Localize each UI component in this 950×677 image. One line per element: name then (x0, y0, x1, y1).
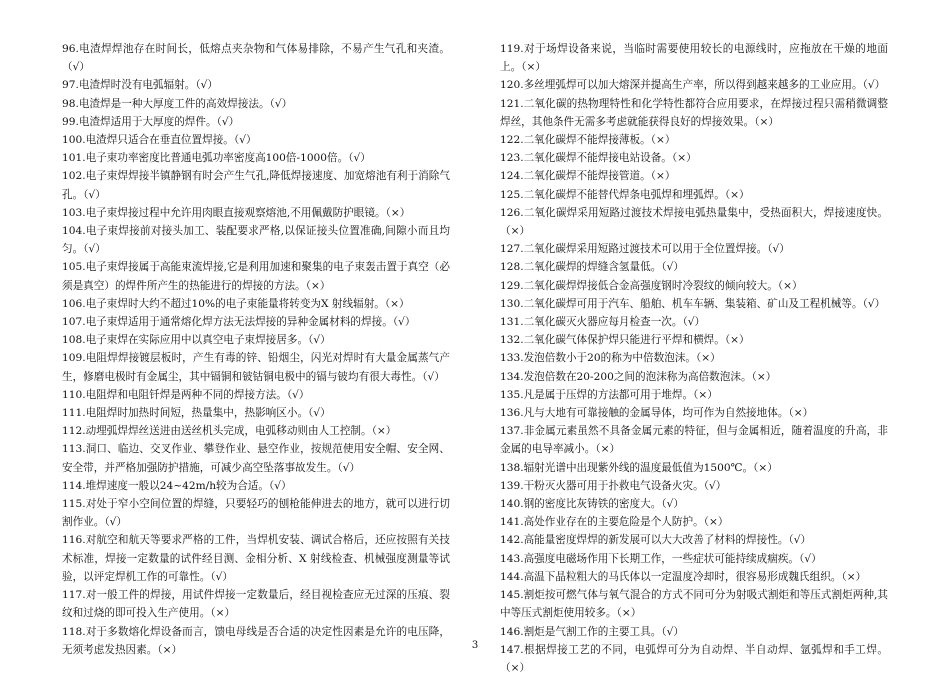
list-item: 105.电子束焊接属于高能束流焊接,它是利用加速和聚集的电子束轰击置于真空（必须是真空）的焊件所产生的热能进行的焊接的方法。（×） (62, 261, 450, 292)
list-item: 127.二氧化碳焊采用短路过渡技术可以用于全位置焊接。（√） (500, 243, 790, 256)
left-column (62, 40, 450, 659)
list-item: 114.堆焊速度一般以24~42m/h较为合适。（√） (62, 479, 292, 492)
list-item: 139.干粉灭火器可用于扑救电气设备火灾。（√） (500, 479, 727, 492)
list-item: 111.电阻焊时加热时间短，热量集中，热影响区小。（√） (62, 407, 331, 420)
list-item: 118.对于多数熔化焊设备而言，馈电母线是否合适的决定性因素是允许的电压降，无须考虑发热因素。（×） (62, 625, 450, 656)
list-item: 147.根据焊接工艺的不同，电弧焊可分为自动焊、半自动焊、氩弧焊和手工焊。（×） (500, 643, 888, 674)
list-item: 132.二氧化碳气体保护焊只能进行平焊和横焊。（×） (500, 334, 750, 347)
list-item: 115.对处于窄小空间位置的焊缝，只要轻巧的刨枪能伸进去的地方，就可以进行切割作业。（√） (62, 498, 450, 529)
list-item: 97.电渣焊时没有电弧辐射。（√） (62, 79, 219, 92)
list-item: 122.二氧化碳焊不能焊接薄板。（×） (500, 134, 676, 147)
list-item: 130.二氧化碳焊可用于汽车、船舶、机车车辆、集装箱、矿山及工程机械等。（√） (500, 297, 886, 310)
list-item: 135.凡是属于压焊的方法都可用于堆焊。（×） (500, 388, 718, 401)
list-item: 128.二氧化碳焊的焊缝含氢量低。（√） (500, 261, 684, 274)
list-item: 144.高温下晶粒粗大的马氏体以一定温度冷却时，很容易形成魏氏组织。（×） (500, 570, 867, 583)
list-item: 106.电子束焊时大约不超过10%的电子束能量将转变为X 射线辐射。（×） (62, 297, 410, 310)
list-item: 142.高能量密度焊焊的新发展可以大大改善了材料的焊接性。（√） (500, 534, 812, 547)
list-item: 104.电子束焊接前对接头加工、装配要求严格,以保证接头位置准确,间隙小而且均匀。（√） (62, 225, 450, 256)
list-item: 102.电子束焊焊接半镇静钢有时会产生气孔,降低焊接速度、加宽熔池有利于消除气孔。（√） (62, 170, 450, 201)
list-item: 145.割炬按可燃气体与氧气混合的方式不同可分为射吸式割炬和等压式割炬两种,其中等压式割炬使用较多。（×） (500, 589, 888, 620)
list-item: 108.电子束焊在实际应用中以真空电子束焊接居多。（√） (62, 334, 331, 347)
list-item: 117.对一般工件的焊接，用试件焊接一定数量后，经目视检查应无过深的压痕、裂纹和过烧的即可投入生产使用。（×） (62, 589, 450, 620)
list-item: 101.电子束功率密度比普通电弧功率密度高100倍-1000倍。（√） (62, 152, 371, 165)
list-item: 140.钢的密度比灰铸铁的密度大。（√） (500, 498, 684, 511)
list-item: 133.发泡倍数小于20的称为中倍数泡沫。（×） (500, 352, 721, 365)
right-column (500, 40, 888, 677)
list-item: 100.电渣焊只适合在垂直位置焊接。（√） (62, 134, 257, 147)
list-item: 143.高强度电磁场作用下长期工作，一些症状可能持续成痼疾。（√） (500, 552, 822, 565)
list-item: 112.动埋弧焊焊丝送进由送丝机头完成，电弧移动则由人工控制。（×） (62, 425, 397, 438)
list-item: 99.电渣焊适用于大厚度的焊件。（√） (62, 115, 240, 128)
list-item: 119.对于场焊设备来说，当临时需要使用较长的电源线时，应拖放在干燥的地面上。（×） (500, 43, 888, 74)
page-number: 3 (471, 640, 479, 651)
list-item: 116.对航空和航天等要求严格的工件，当焊机安装、调试合格后，还应按照有关技术标准，焊接一定数量的试件经目测、金相分析、X 射线检查、机械强度测量等试验，以评定焊机工作的可靠性。（√） (62, 534, 450, 583)
list-item: 109.电阻焊焊接镀层板时，产生有毒的锌、铅烟尘，闪光对焊时有大量金属蒸气产生，修磨电极时有金属尘，其中镉铜和铍钴铜电极中的镉与铍均有很大毒性。（√） (62, 352, 450, 383)
list-item: 125.二氧化碳焊不能替代焊条电弧焊和埋弧焊。（×） (500, 188, 750, 201)
list-item: 123.二氧化碳焊不能焊接电站设备。（×） (500, 152, 697, 165)
list-item: 141.高处作业存在的主要危险是个人防护。（×） (500, 516, 729, 529)
list-item: 98.电渣焊是一种大厚度工件的高效焊接法。（√） (62, 97, 293, 110)
list-item: 129.二氧化碳焊焊接低合金高强度钢时冷裂纹的倾向较大。（×） (500, 279, 803, 292)
list-item: 124.二氧化碳焊不能焊接管道。（×） (500, 170, 676, 183)
list-item: 120.多丝埋弧焊可以加大熔深并提高生产率，所以得到越来越多的工业应用。（√） (500, 79, 886, 92)
list-item: 131.二氧化碳灭火器应每月检查一次。（√） (500, 316, 706, 329)
list-item: 103.电子束焊接过程中允许用肉眼直接观察熔池,不用佩戴防护眼镜。（×） (62, 206, 411, 219)
list-item: 138.辐射光谱中出现紫外线的温度最低值为1500℃。（×） (500, 461, 778, 474)
list-item: 110.电阻焊和电阻钎焊是两种不同的焊接方法。（√） (62, 388, 310, 401)
list-item: 121.二氧化碳的热物理特性和化学特性都符合应用要求，在焊接过程只需稍微调整焊丝，其他条件无需多考虑就能获得良好的焊接效果。（×） (500, 97, 888, 128)
list-item: 126.二氧化碳焊采用短路过渡技术焊接电弧热量集中，受热面积大，焊接速度快。（×） (500, 206, 888, 238)
list-item: 146.割炬是气割工作的主要工具。（√） (500, 625, 684, 638)
list-item: 96.电渣焊焊池存在时间长，低熔点夹杂物和气体易排除，不易产生气孔和夹渣。（√） (62, 43, 450, 74)
list-item: 134.发泡倍数在20-200之间的泡沫称为高倍数泡沫。（×） (500, 370, 777, 383)
list-item: 113.洞口、临边、交叉作业、攀登作业、悬空作业，按规范使用安全帽、安全网、安全带，并严格加强防护措施，可减少高空坠落事故发生。（√） (62, 443, 450, 474)
list-item: 136.凡与大地有可靠接触的金属导体，均可作为自然接地体。（×） (500, 407, 814, 420)
list-item: 107.电子束焊适用于通常熔化焊方法无法焊接的异种金属材料的焊接。（√） (62, 316, 416, 329)
list-item: 137.非金属元素虽然不具备金属元素的特征，但与金属相近，随着温度的升高，非金属的电导率减小。（×） (500, 425, 888, 456)
